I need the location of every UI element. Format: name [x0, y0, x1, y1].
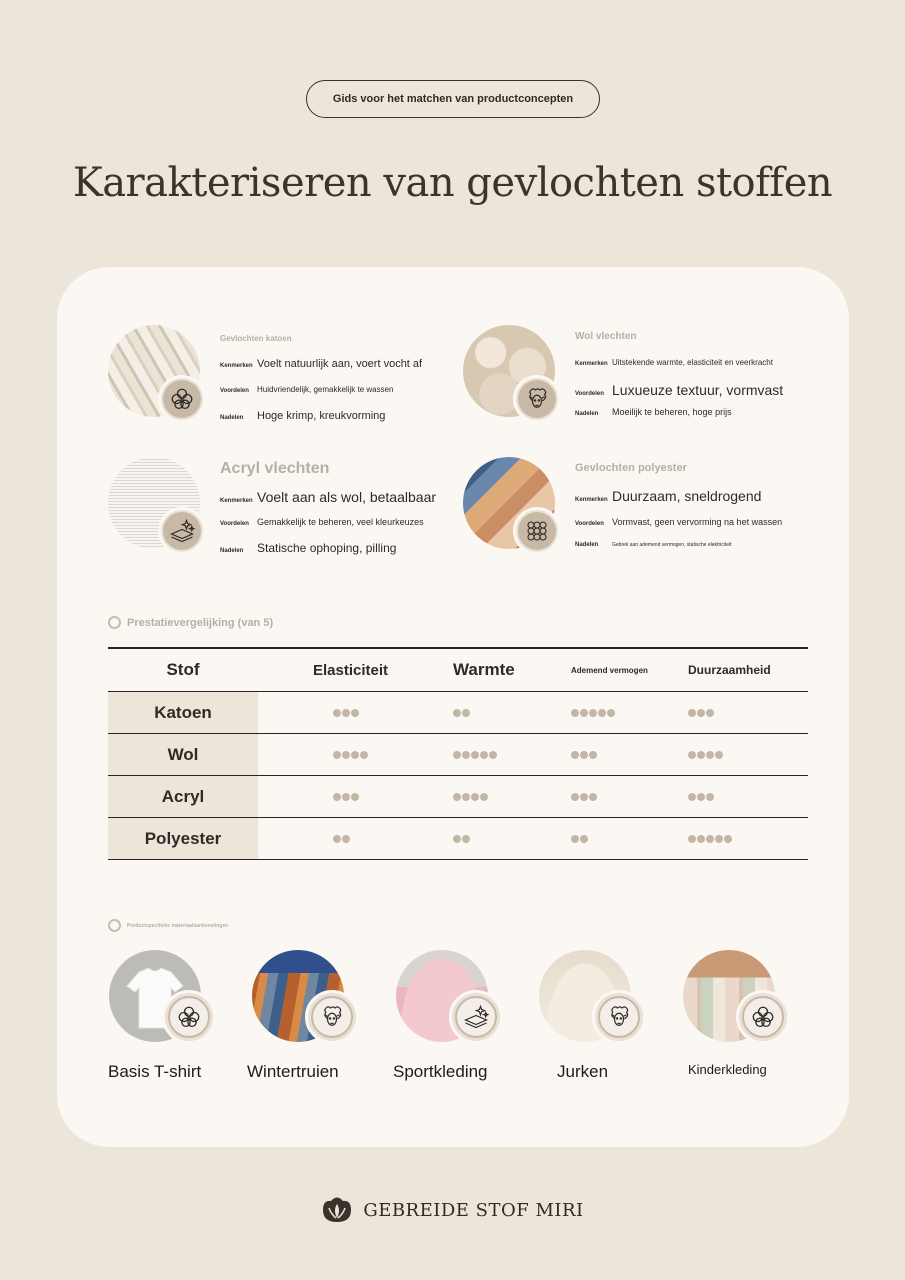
fabric-name: Gevlochten katoen [220, 334, 292, 343]
guide-pill-label: Gids voor het matchen van productconcepten [332, 93, 574, 105]
fabric-kenmerken: Kenmerken Uitstekende warmte, elasticiteit en veerkracht [575, 358, 773, 367]
score-dot [453, 751, 461, 759]
section-dot-icon [108, 919, 121, 932]
score-dot [480, 793, 488, 801]
score-dot [333, 751, 341, 759]
score-cell [571, 776, 688, 818]
fabric-voordelen: Voordelen Huidvriendelijk, gemakkelijk te wassen [220, 385, 394, 394]
brand-footer [0, 1196, 905, 1224]
fabric-kenmerken: Kenmerken Voelt natuurlijk aan, voert vocht af [220, 358, 423, 370]
score-dot [607, 709, 615, 717]
score-cell [571, 734, 688, 776]
table-header-row [108, 648, 808, 692]
score-dots [571, 793, 688, 801]
score-dot [589, 709, 597, 717]
score-dot [453, 793, 461, 801]
row-fabric: Acryl [108, 776, 258, 818]
score-dot [480, 751, 488, 759]
score-dot [688, 793, 696, 801]
score-dot [462, 835, 470, 843]
score-dot [571, 751, 579, 759]
sheep-icon [522, 384, 552, 414]
score-dot [715, 751, 723, 759]
score-dots [453, 793, 571, 801]
header-elasticiteit: Elasticiteit [258, 648, 453, 692]
score-dot [598, 709, 606, 717]
score-cell [688, 818, 808, 860]
score-dots [688, 835, 808, 843]
score-dot [706, 835, 714, 843]
score-cell [453, 818, 571, 860]
score-dots [333, 751, 453, 759]
row-fabric: Polyester [108, 818, 258, 860]
rec-badge [449, 990, 503, 1044]
table-row [108, 692, 808, 734]
score-cell [258, 734, 453, 776]
rec-label: Jurken [557, 1062, 609, 1081]
score-dot [715, 835, 723, 843]
fabric-nadelen: Nadelen Gebrek aan ademend vermogen, statische elektriciteit [575, 542, 732, 548]
score-dot [360, 751, 368, 759]
score-cell [688, 734, 808, 776]
score-dots [688, 709, 808, 717]
score-dot [697, 835, 705, 843]
score-dot [333, 793, 341, 801]
fabric-nadelen: Nadelen Moeilijk te beheren, hoge prijs [575, 407, 732, 417]
score-dot [351, 751, 359, 759]
badge-polyester [513, 507, 561, 555]
score-dot [706, 751, 714, 759]
fiber-mesh-icon [522, 516, 552, 546]
comparison-title: Prestatievergelijking (van 5) [108, 616, 273, 629]
fabric-voordelen: Voordelen Luxueuze textuur, vormvast [575, 382, 784, 398]
score-dots [453, 709, 571, 717]
sheep-icon [317, 1002, 347, 1032]
rec-badge [305, 990, 359, 1044]
table-row [108, 776, 808, 818]
cotton-flower-icon [167, 384, 197, 414]
cotton-flower-icon [748, 1002, 778, 1032]
sparkle-layers-icon [167, 516, 197, 546]
score-dot [697, 793, 705, 801]
score-dot [697, 709, 705, 717]
fabric-name: Gevlochten polyester [575, 462, 687, 474]
rec-badge [736, 990, 790, 1044]
score-dot [462, 751, 470, 759]
score-dot [697, 751, 705, 759]
brand-name: GEBREIDE STOF MIRI [363, 1199, 584, 1221]
score-dots [688, 793, 808, 801]
header-warmte: Warmte [453, 648, 571, 692]
cotton-flower-icon [174, 1002, 204, 1032]
score-cell [688, 692, 808, 734]
score-cell [688, 776, 808, 818]
score-dot [724, 835, 732, 843]
score-dot [342, 709, 350, 717]
score-dot [489, 751, 497, 759]
recommendations-title: Productspecifieke materiaalaanbevelingen [108, 919, 228, 932]
badge-wol [513, 375, 561, 423]
score-cell [258, 692, 453, 734]
score-dots [333, 793, 453, 801]
fabric-kenmerken: Kenmerken Duurzaam, sneldrogend [575, 488, 762, 504]
performance-table [108, 647, 808, 860]
score-dot [580, 793, 588, 801]
score-dot [580, 835, 588, 843]
table-row [108, 818, 808, 860]
fabric-voordelen: Voordelen Vormvast, geen vervorming na het wassen [575, 517, 783, 527]
row-fabric: Katoen [108, 692, 258, 734]
rec-badge [162, 990, 216, 1044]
fabric-nadelen: Nadelen Statische ophoping, pilling [220, 541, 397, 555]
header-stof: Stof [108, 648, 258, 692]
score-dot [351, 709, 359, 717]
sparkle-layers-icon [461, 1002, 491, 1032]
badge-katoen [158, 375, 206, 423]
rec-label: Basis T-shirt [108, 1062, 202, 1081]
fabric-name: Wol vlechten [575, 331, 637, 342]
guide-pill [306, 80, 600, 118]
rec-label: Kinderkleding [688, 1062, 767, 1077]
score-dot [351, 793, 359, 801]
score-dot [580, 709, 588, 717]
score-dot [333, 835, 341, 843]
page-title: Karakteriseren van gevlochten stoffen [72, 160, 833, 206]
score-dot [571, 709, 579, 717]
score-cell [258, 776, 453, 818]
score-dots [571, 835, 688, 843]
score-dot [342, 835, 350, 843]
header-ademend: Ademend vermogen [571, 648, 688, 692]
score-dot [688, 835, 696, 843]
badge-acryl [158, 507, 206, 555]
score-cell [571, 692, 688, 734]
score-dot [571, 835, 579, 843]
score-dots [571, 751, 688, 759]
score-dot [688, 709, 696, 717]
rec-label: Wintertruien [247, 1062, 339, 1081]
score-dot [471, 793, 479, 801]
score-dots [688, 751, 808, 759]
score-cell [258, 818, 453, 860]
fabric-nadelen: Nadelen Hoge krimp, kreukvorming [220, 410, 386, 422]
score-dot [453, 835, 461, 843]
score-cell [571, 818, 688, 860]
score-cell [453, 692, 571, 734]
score-dots [333, 835, 453, 843]
score-dot [471, 751, 479, 759]
score-dot [688, 751, 696, 759]
score-dot [342, 751, 350, 759]
rec-label: Sportkleding [393, 1062, 488, 1081]
score-dot [580, 751, 588, 759]
score-dot [706, 793, 714, 801]
rec-badge [592, 990, 646, 1044]
score-dot [342, 793, 350, 801]
score-dot [333, 709, 341, 717]
score-cell [453, 734, 571, 776]
score-dot [453, 709, 461, 717]
fabric-voordelen: Voordelen Gemakkelijk te beheren, veel kleurkeuzes [220, 517, 424, 527]
row-fabric: Wol [108, 734, 258, 776]
score-cell [453, 776, 571, 818]
score-dots [333, 709, 453, 717]
sheep-icon [604, 1002, 634, 1032]
score-dots [453, 835, 571, 843]
score-dots [571, 709, 688, 717]
score-dot [589, 793, 597, 801]
score-dot [462, 709, 470, 717]
fabric-kenmerken: Kenmerken Voelt aan als wol, betaalbaar [220, 489, 437, 505]
table-row [108, 734, 808, 776]
fabric-name: Acryl vlechten [220, 460, 330, 477]
score-dot [571, 793, 579, 801]
score-dot [462, 793, 470, 801]
score-dot [589, 751, 597, 759]
score-dots [453, 751, 571, 759]
header-duurzaamheid: Duurzaamheid [688, 648, 808, 692]
score-dot [706, 709, 714, 717]
cotton-logo-icon [321, 1196, 353, 1224]
section-dot-icon [108, 616, 121, 629]
